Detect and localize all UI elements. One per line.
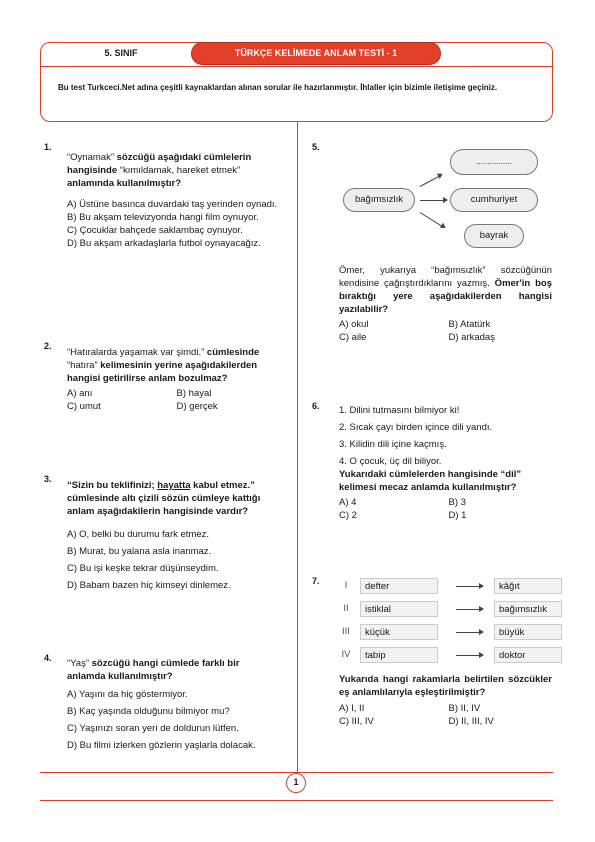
question-3 — [67, 479, 280, 592]
q3-underlined-word: hayatta — [157, 480, 191, 491]
question-5 — [339, 264, 552, 344]
footer-line-bottom — [40, 800, 553, 801]
q7-left-1: defter — [360, 578, 438, 594]
q1-option-b[interactable]: B) Bu akşam televizyonda hangi film oynuyor. — [67, 212, 259, 223]
q1-stem-b: sözcüğü aşağıdaki cümlelerin hangisinde — [67, 152, 252, 176]
q3-stem-b: kabul etmez.” — [190, 480, 255, 491]
q1-stem-d: anlamında kullanılmıştır? — [67, 178, 182, 189]
q5-option-a[interactable]: A) okul — [339, 319, 369, 330]
q3-option-c[interactable]: C) Bu işi keşke tekrar düşünseydim. — [67, 563, 219, 574]
page-number: 1 — [286, 773, 306, 793]
q3-stem-c: cümlesinde altı çizili sözün cümleye kattığı anlam aşağıdakilerin hangisinde vardır? — [67, 493, 261, 517]
q2-stem — [67, 346, 280, 385]
arrow-to-blank — [420, 175, 442, 187]
question-1 — [67, 151, 280, 250]
q2-stem-c: “hatıra” — [67, 360, 98, 371]
q1-stem-c: “kımıldamak, hareket etmek” — [119, 165, 241, 176]
q1-option-d[interactable]: D) Bu akşam arkadaşlarla futbol oynayacağız. — [67, 238, 261, 249]
q7-left-3: küçük — [360, 624, 438, 640]
q2-option-b[interactable]: B) hayal — [176, 388, 212, 399]
q3-stem-a: “Sizin bu teklifinizi; — [67, 480, 158, 491]
q6-option-a[interactable]: A) 4 — [339, 497, 357, 508]
q7-option-d[interactable]: D) II, III, IV — [448, 716, 494, 727]
q2-stem-a: “Hatıralarda yaşamak var şimdi.” — [67, 347, 205, 358]
q7-number: 7. — [312, 576, 320, 586]
test-title: TÜRKÇE KELİMEDE ANLAM TESTİ - 1 — [191, 42, 441, 65]
arrow-to-word-2 — [420, 200, 446, 201]
header-frame — [40, 42, 553, 122]
q7-right-4: doktor — [494, 647, 562, 663]
q2-stem-b: cümlesinde — [204, 347, 260, 358]
q7-roman-3: III — [342, 626, 350, 637]
q7-option-a[interactable]: A) I, II — [339, 703, 365, 714]
q2-stem-d: kelimesinin yerine aşağıdakilerden hangisi getirilirse anlam bozulmaz? — [67, 360, 258, 384]
q5-option-d[interactable]: D) arkadaş — [448, 332, 495, 343]
q1-number: 1. — [44, 142, 52, 152]
q7-arrow-1 — [456, 586, 482, 587]
q7-left-4: tabip — [360, 647, 438, 663]
q7-roman-4: IV — [341, 649, 351, 660]
q3-option-a[interactable]: A) O, belki bu durumu fark etmez. — [67, 529, 210, 540]
question-2 — [67, 346, 280, 413]
q3-stem — [67, 479, 280, 518]
q6-option-d[interactable]: D) 1 — [448, 510, 467, 521]
q6-item-3: 3. Kilidin dili içine kaçmış. — [339, 439, 447, 450]
q6-item-4: 4. O çocuk, üç dil biliyor. — [339, 456, 442, 467]
cloud-blank: ................ — [450, 149, 538, 175]
q6-item-2: 2. Sıcak çayı birden içince dili yandı. — [339, 422, 493, 433]
cloud-word-2: cumhuriyet — [450, 188, 538, 212]
q5-stem — [339, 264, 552, 316]
cloud-word-3: bayrak — [464, 224, 524, 248]
q7-stem: Yukarıda hangi rakamlarla belirtilen sözcükler eş anlamlılarıyla eşleştirilmiştir? — [339, 674, 552, 698]
q3-option-d[interactable]: D) Babam bazen hiç kimseyi dinlemez. — [67, 580, 231, 591]
q5-option-c[interactable]: C) aile — [339, 332, 367, 343]
q4-option-a[interactable]: A) Yaşını da hiç göstermiyor. — [67, 689, 188, 700]
q5-stem-a: Ömer, yukarıya “bağımsızlık” sözcüğünün kendisine çağrıştırdıklarını yazmış. — [339, 265, 552, 289]
arrow-to-word-3 — [420, 212, 444, 228]
q2-number: 2. — [44, 341, 52, 351]
q7-arrow-3 — [456, 632, 482, 633]
q7-left-2: istiklal — [360, 601, 438, 617]
q5-option-b[interactable]: B) Atatürk — [448, 319, 491, 330]
q6-stem: Yukarıdaki cümlelerden hangisinde “dil” kelimesi mecaz anlamda kullanılmıştır? — [339, 469, 522, 493]
q4-option-b[interactable]: B) Kaç yaşında olduğunu bilmiyor mu? — [67, 706, 230, 717]
q3-option-b[interactable]: B) Murat, bu yalana asla inanmaz. — [67, 546, 212, 557]
q7-right-3: büyük — [494, 624, 562, 640]
grade-label: 5. SINIF — [104, 48, 138, 58]
q6-option-b[interactable]: B) 3 — [448, 497, 466, 508]
q4-option-c[interactable]: C) Yaşınızı soran yeri de doldurun lütfen. — [67, 723, 239, 734]
q4-stem-b: sözcüğü hangi cümlede farklı bir anlamda kullanılmıştır? — [67, 658, 240, 682]
q7-option-c[interactable]: C) III, IV — [339, 716, 374, 727]
question-6 — [339, 404, 552, 522]
q6-item-1: 1. Dilini tutmasını bilmiyor ki! — [339, 405, 460, 416]
question-4 — [67, 657, 280, 752]
q1-stem-a: “Oynamak” — [67, 152, 114, 163]
q4-stem — [67, 657, 280, 683]
q7-right-1: kâğıt — [494, 578, 562, 594]
q7-roman-1: I — [344, 580, 348, 591]
question-7 — [339, 673, 552, 728]
q7-right-2: bağımsızlık — [494, 601, 562, 617]
q7-arrow-2 — [456, 609, 482, 610]
q1-stem — [67, 151, 280, 190]
column-divider — [297, 122, 298, 772]
q2-option-c[interactable]: C) umut — [67, 401, 101, 412]
cloud-source-word: bağımsızlık — [343, 188, 415, 212]
q3-number: 3. — [44, 474, 52, 484]
q1-option-a[interactable]: A) Üstüne basınca duvardaki taş yerinden oynadı. — [67, 199, 278, 210]
intro-text: Bu test Turkceci.Net adına çeşitli kaynaklardan alınan sorular ile hazırlanmıştır. İhlaller için bizimle iletişime geçiniz. — [58, 83, 498, 92]
q6-option-c[interactable]: C) 2 — [339, 510, 357, 521]
q5-number: 5. — [312, 142, 320, 152]
q6-number: 6. — [312, 401, 320, 411]
q7-option-b[interactable]: B) II, IV — [448, 703, 481, 714]
q4-option-d[interactable]: D) Bu filmi izlerken gözlerin yaşlarla dolacak. — [67, 740, 256, 751]
q5-stem-b: Ömer'in boş bıraktığı yere aşağıdakilerden hangisi yazılabilir? — [339, 278, 552, 315]
q2-option-d[interactable]: D) gerçek — [176, 401, 218, 412]
q4-number: 4. — [44, 653, 52, 663]
q7-arrow-4 — [456, 655, 482, 656]
q2-option-a[interactable]: A) anı — [67, 388, 93, 399]
header-divider — [41, 66, 552, 67]
q1-option-c[interactable]: C) Çocuklar bahçede saklambaç oynuyor. — [67, 225, 243, 236]
q7-roman-2: II — [343, 603, 349, 614]
q4-stem-a: “Yaş” — [67, 658, 89, 669]
